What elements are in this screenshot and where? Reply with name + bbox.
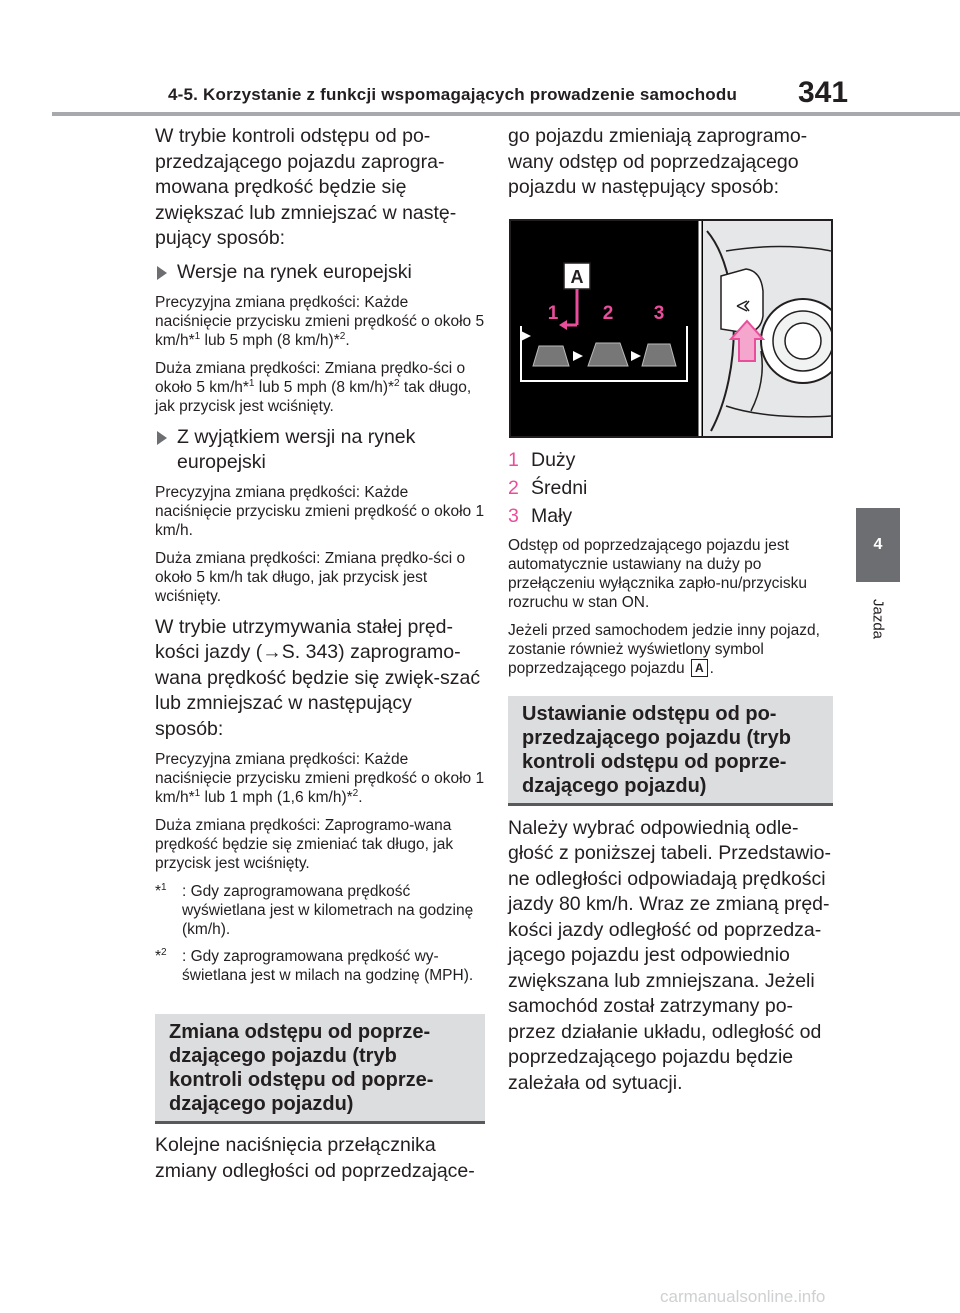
- svg-text:3: 3: [653, 302, 665, 324]
- legend-item: 3 Mały: [508, 504, 573, 527]
- chapter-tab-number[interactable]: 4: [856, 508, 900, 582]
- triangle-bullet-icon: [157, 266, 167, 280]
- legend-item: 1 Duży: [508, 448, 576, 471]
- non-eu-version-heading: Z wyjątkiem wersji na rynek europejski: [155, 425, 485, 475]
- info-default-distance: Odstęp od poprzedzającego pojazdu jest automatycznie ustawiany na duży po przełączeniu wyłącznika zapło-nu/przycisku rozruchu w stan ON.: [508, 536, 807, 611]
- left-column: [155, 124, 485, 1192]
- legend-item: 2 Średni: [508, 476, 588, 499]
- non-eu-fine-change: Precyzyjna zmiana prędkości: Każde naciśnięcie przycisku zmieni prędkość o około 1 km/h.: [155, 483, 485, 539]
- svg-text:A: A: [570, 266, 584, 287]
- figure-legend: [508, 446, 833, 530]
- continuation-paragraph: go pojazdu zmieniają zaprogramo-wany odstęp od poprzedzającego pojazdu w następujący sposób:: [508, 125, 808, 198]
- constant-fine-change: Precyzyjna zmiana prędkości: Każde naciśnięcie przycisku zmieni prędkość o około 1 km/h*$^1$ lub 1 mph (1,6 km/h)*$^2$.: [155, 751, 485, 806]
- section-title: 4-5. Korzystanie z funkcji wspomagających prowadzenie samochodu: [168, 85, 738, 104]
- watermark: carmanualsonline.info: [660, 1287, 826, 1306]
- intro-paragraph: W trybie kontroli odstępu od po-przedzającego pojazdu zaprogra-mowana prędkość będzie się zwiększać lub zmniejszać w nastę-pujący sposób:: [155, 125, 457, 249]
- chapter-tab-label: Jazda: [869, 598, 887, 640]
- right-column: [508, 124, 833, 1104]
- steering-wheel-illustration: [511, 221, 831, 436]
- eu-large-change: Duża zmiana prędkości: Zmiana prędko-ści o około 5 km/h*$^1$ lub 5 mph (8 km/h)*$^2$ tak długo, jak przycisk jest wciśnięty.: [155, 359, 472, 415]
- eu-version-heading: Wersje na rynek europejski: [155, 260, 485, 285]
- set-distance-paragraph: Należy wybrać odpowiednią odle-głość z poniższej tabeli. Przedstawio-ne odległości odpowiadają prędkości jazdy 80 km/h. Wraz ze zmianą pręd-kości jazdy odległość od poprzedza-jącego pojazdu jest odpowiednio zwiększana lub zmniejszana. Jeżeli samochód został zatrzymany po-przez działanie układu, odległość od poprzedzającego pojazdu będzie zależała od sytuacji.: [508, 816, 831, 1094]
- change-distance-paragraph: Kolejne naciśnięcia przełącznika zmiany odległości od poprzedzające-: [155, 1134, 475, 1182]
- eu-fine-change: Precyzyjna zmiana prędkości: Każde naciśnięcie przycisku zmieni prędkość o około 5 km/h*$^1$ lub 5 mph (8 km/h)*$^2$.: [155, 293, 485, 349]
- footnote-2: *$^2$ : Gdy zaprogramowana prędkość wy-świetlana jest w milach na godzinę (MPH).: [155, 947, 474, 984]
- section-heading-change-distance: Zmiana odstępu od poprze-dzającego pojazdu (tryb kontroli odstępu od poprze-dzającego pojazdu): [155, 1014, 485, 1124]
- svg-text:2: 2: [602, 302, 614, 324]
- preceding-vehicle-symbol-icon: A: [691, 659, 708, 677]
- footnote-1: *$^1$ : Gdy zaprogramowana prędkość wyświetlana jest w kilometrach na godzinę (km/h).: [155, 882, 474, 938]
- non-eu-large-change: Duża zmiana prędkości: Zmiana prędko-ści o około 5 km/h tak długo, jak przycisk jest wciśnięty.: [155, 549, 466, 605]
- triangle-bullet-icon: [157, 431, 167, 445]
- page-number: 341: [798, 76, 849, 109]
- constant-speed-paragraph: W trybie utrzymywania stałej pręd-kości jazdy (→S. 343) zaprogramo-wana prędkość będzie się zwięk-szać lub zmniejszać w następujący sposób:: [155, 615, 481, 740]
- distance-switch-figure: [509, 219, 833, 438]
- section-heading-set-distance: Ustawianie odstępu od po-przedzającego pojazdu (tryb kontroli odstępu od poprze-dzającego pojazdu): [508, 696, 833, 806]
- svg-text:1: 1: [547, 302, 559, 324]
- header-rule: [52, 112, 960, 116]
- constant-large-change: Duża zmiana prędkości: Zaprogramo-wana prędkość będzie się zmieniać tak długo, jak przycisk jest wciśnięty.: [155, 817, 454, 872]
- info-preceding-vehicle: Jeżeli przed samochodem jedzie inny pojazd, zostanie również wyświetlony symbol poprzedzającego pojazdu A .: [508, 621, 820, 677]
